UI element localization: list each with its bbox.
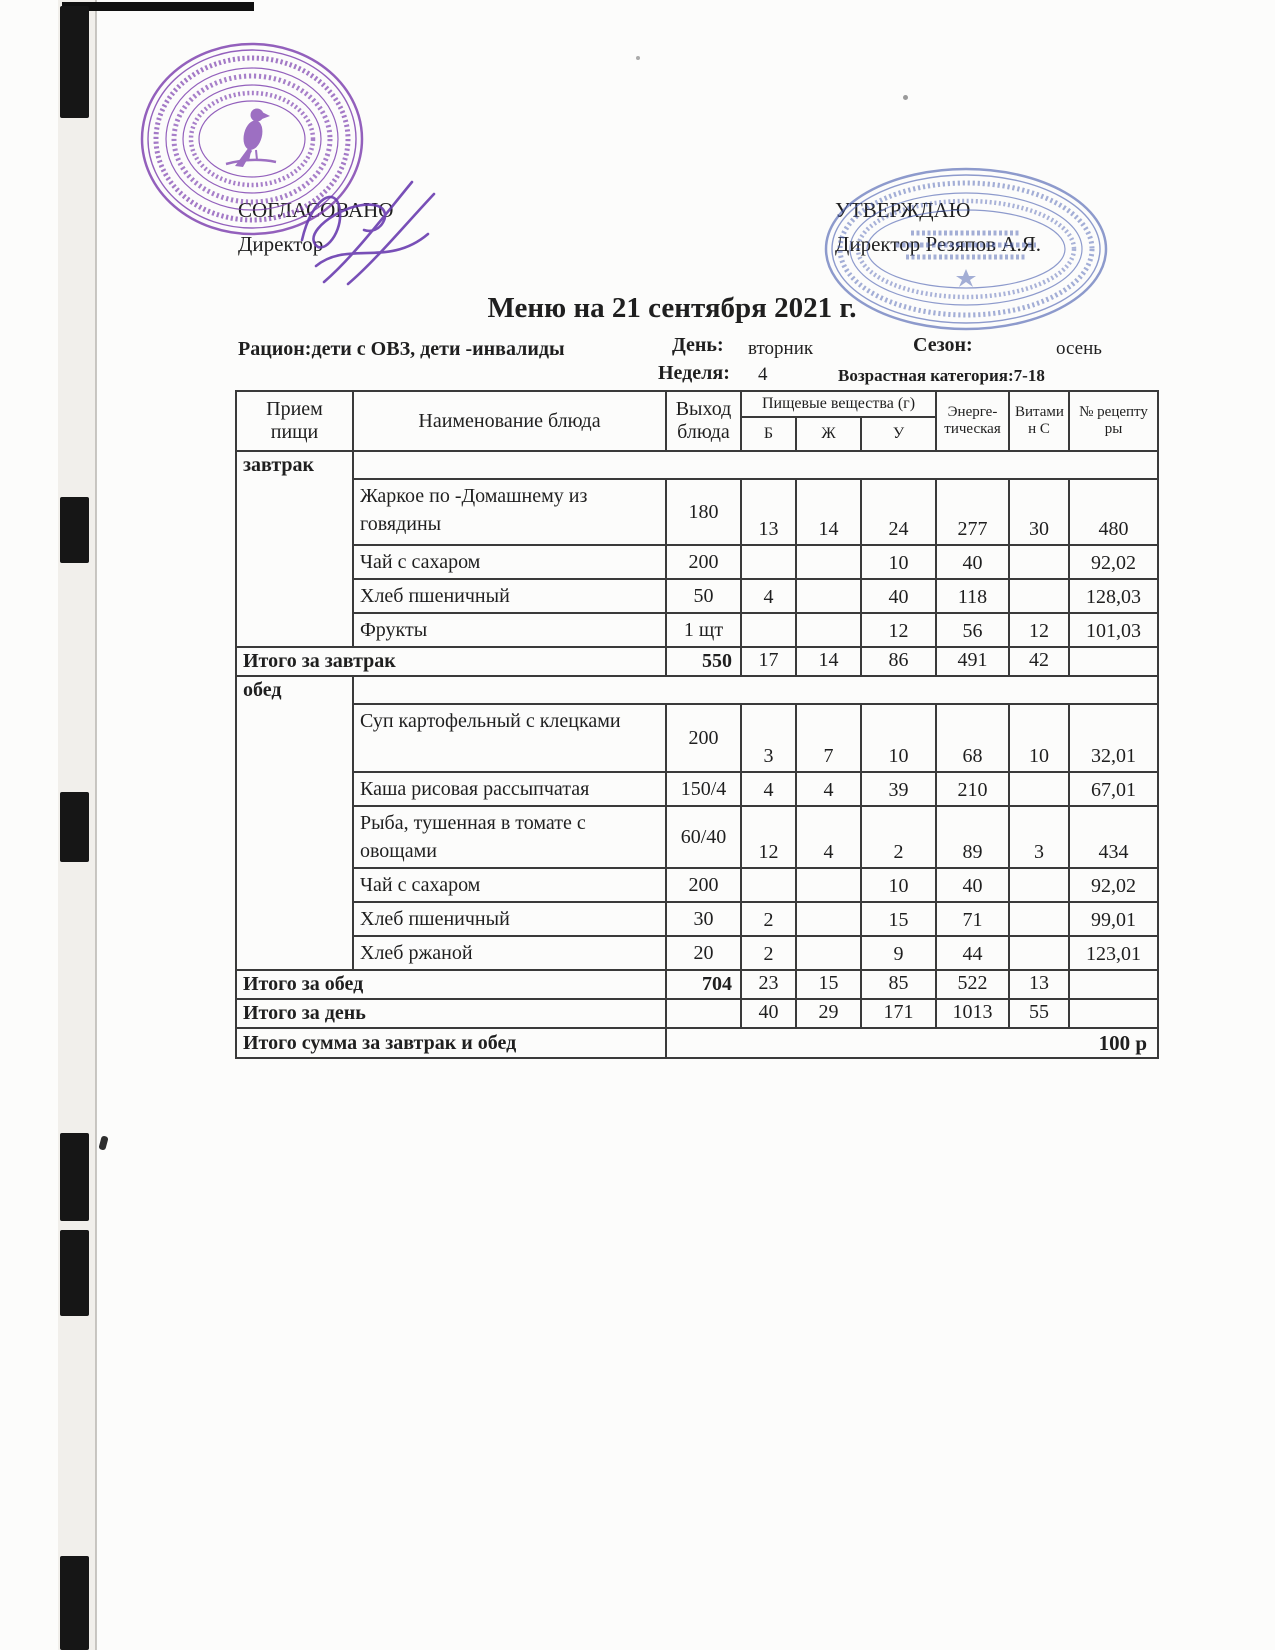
col-header-energy: Энерге-тическая [936, 391, 1009, 451]
scan-speck [903, 95, 908, 100]
col-header-protein: Б [741, 417, 796, 451]
vitamin-c-cell: 42 [1009, 647, 1069, 676]
fat-cell [796, 868, 861, 902]
energy-cell: 491 [936, 647, 1009, 676]
dish-output-cell: 1 щт [666, 613, 741, 647]
scan-artifact [60, 1556, 89, 1650]
meta-season-value: осень [1056, 338, 1102, 359]
scan-edge-line [95, 0, 97, 1650]
approval-right-title: УТВЕРЖДАЮ [835, 198, 971, 222]
dish-output-cell: 180 [666, 479, 741, 545]
recipe-cell: 32,01 [1069, 704, 1158, 772]
recipe-cell: 101,03 [1069, 613, 1158, 647]
scan-artifact [60, 792, 89, 862]
energy-cell: 522 [936, 970, 1009, 999]
meta-ration: Рацион:дети с ОВЗ, дети -инвалиды [238, 338, 565, 360]
approval-right [835, 194, 1041, 261]
dish-output-cell: 150/4 [666, 772, 741, 806]
protein-cell: 23 [741, 970, 796, 999]
carbs-cell: 15 [861, 902, 936, 936]
dish-output-cell: 30 [666, 902, 741, 936]
recipe-cell: 128,03 [1069, 579, 1158, 613]
scan-speck [98, 1135, 108, 1150]
energy-cell: 40 [936, 545, 1009, 579]
carbs-cell: 171 [861, 999, 936, 1028]
menu-table [235, 390, 1159, 1059]
carbs-cell: 10 [861, 545, 936, 579]
dish-row [236, 902, 1158, 936]
vitamin-c-cell: 13 [1009, 970, 1069, 999]
vitamin-c-cell: 30 [1009, 479, 1069, 545]
section-row-breakfast [236, 451, 1158, 479]
approval-left-title: СОГЛАСОВАНО [238, 198, 394, 222]
dish-output-cell: 60/40 [666, 806, 741, 868]
dish-name-cell: Фрукты [353, 613, 666, 647]
approval-right-subtitle: Директор Резяпов А.Я. [835, 231, 1041, 256]
total-output-cell: 704 [666, 970, 741, 999]
col-header-recipe: № рецепту ры [1069, 391, 1158, 451]
col-header-vitamin-c: Витами н С [1009, 391, 1069, 451]
scan-speck [636, 56, 640, 60]
protein-cell [741, 868, 796, 902]
fat-cell: 4 [796, 806, 861, 868]
fat-cell [796, 613, 861, 647]
energy-cell: 210 [936, 772, 1009, 806]
section-row-lunch [236, 676, 1158, 704]
dish-name-cell: Чай с сахаром [353, 868, 666, 902]
total-label-cell: Итого за завтрак [236, 647, 666, 676]
total-output-cell: 550 [666, 647, 741, 676]
meta-week-label: Неделя: [658, 362, 730, 384]
recipe-cell: 92,02 [1069, 545, 1158, 579]
meta-age-category: Возрастная категория:7-18 [838, 366, 1045, 385]
vitamin-c-cell [1009, 868, 1069, 902]
meta-season-label: Сезон: [913, 334, 973, 356]
approval-left [238, 194, 393, 261]
carbs-cell: 12 [861, 613, 936, 647]
fat-cell [796, 545, 861, 579]
dish-name-cell: Суп картофельный с клецками [353, 704, 666, 772]
protein-cell: 13 [741, 479, 796, 545]
protein-cell: 4 [741, 579, 796, 613]
carbs-cell: 24 [861, 479, 936, 545]
fat-cell: 29 [796, 999, 861, 1028]
dish-name-cell: Хлеб ржаной [353, 936, 666, 970]
protein-cell [741, 613, 796, 647]
fat-cell: 14 [796, 647, 861, 676]
meal-label-lunch: обед [236, 676, 353, 970]
vitamin-c-cell [1009, 902, 1069, 936]
carbs-cell: 10 [861, 704, 936, 772]
total-label-cell: Итого за обед [236, 970, 666, 999]
protein-cell: 2 [741, 936, 796, 970]
meta-week-value: 4 [758, 364, 768, 385]
total-label-cell: Итого за день [236, 999, 666, 1028]
dish-row [236, 704, 1158, 772]
vitamin-c-cell: 12 [1009, 613, 1069, 647]
dish-output-cell: 200 [666, 868, 741, 902]
carbs-cell: 86 [861, 647, 936, 676]
energy-cell: 71 [936, 902, 1009, 936]
document-title: Меню на 21 сентября 2021 г. [487, 292, 857, 324]
protein-cell: 40 [741, 999, 796, 1028]
dish-output-cell: 200 [666, 545, 741, 579]
dish-name-cell: Хлеб пшеничный [353, 579, 666, 613]
fat-cell [796, 936, 861, 970]
protein-cell [741, 545, 796, 579]
col-header-fat: Ж [796, 417, 861, 451]
dish-name-cell: Рыба, тушенная в томате с овощами [353, 806, 666, 868]
col-header-nutrients: Пищевые вещества (г) [741, 391, 936, 417]
bird-icon [226, 109, 276, 168]
carbs-cell: 2 [861, 806, 936, 868]
carbs-cell: 9 [861, 936, 936, 970]
col-header-dish: Наименование блюда [353, 391, 666, 451]
carbs-cell: 40 [861, 579, 936, 613]
scan-artifact [60, 6, 89, 118]
total-output-cell [666, 999, 741, 1028]
vitamin-c-cell: 3 [1009, 806, 1069, 868]
dish-row [236, 806, 1158, 868]
approval-left-subtitle: Директор [238, 231, 324, 256]
dish-row [236, 479, 1158, 545]
recipe-cell: 99,01 [1069, 902, 1158, 936]
dish-name-cell: Жаркое по -Домашнему из говядины [353, 479, 666, 545]
dish-output-cell: 50 [666, 579, 741, 613]
energy-cell: 118 [936, 579, 1009, 613]
col-header-carbs: У [861, 417, 936, 451]
section-filler [353, 676, 1158, 704]
total-row-sum [236, 1028, 1158, 1058]
recipe-cell [1069, 999, 1158, 1028]
recipe-cell [1069, 970, 1158, 999]
dish-row [236, 545, 1158, 579]
meta-day-value: вторник [748, 338, 814, 359]
col-header-meal: Прием пищи [236, 391, 353, 451]
energy-cell: 277 [936, 479, 1009, 545]
dish-name-cell: Чай с сахаром [353, 545, 666, 579]
recipe-cell: 480 [1069, 479, 1158, 545]
scan-artifact [62, 2, 254, 11]
fat-cell [796, 902, 861, 936]
vitamin-c-cell [1009, 545, 1069, 579]
protein-cell: 12 [741, 806, 796, 868]
meta-day-label: День: [672, 334, 724, 356]
protein-cell: 3 [741, 704, 796, 772]
fat-cell: 15 [796, 970, 861, 999]
recipe-cell [1069, 647, 1158, 676]
recipe-cell: 67,01 [1069, 772, 1158, 806]
energy-cell: 68 [936, 704, 1009, 772]
dish-output-cell: 20 [666, 936, 741, 970]
sum-label-cell: Итого сумма за завтрак и обед [236, 1028, 666, 1058]
fat-cell [796, 579, 861, 613]
meal-label-breakfast: завтрак [236, 451, 353, 647]
energy-cell: 40 [936, 868, 1009, 902]
menu-table-container [235, 390, 1157, 1059]
dish-name-cell: Каша рисовая рассыпчатая [353, 772, 666, 806]
vitamin-c-cell [1009, 579, 1069, 613]
energy-cell: 56 [936, 613, 1009, 647]
carbs-cell: 85 [861, 970, 936, 999]
vitamin-c-cell: 10 [1009, 704, 1069, 772]
section-filler [353, 451, 1158, 479]
energy-cell: 89 [936, 806, 1009, 868]
fat-cell: 14 [796, 479, 861, 545]
scan-artifact [60, 497, 89, 563]
energy-cell: 44 [936, 936, 1009, 970]
recipe-cell: 434 [1069, 806, 1158, 868]
dish-row [236, 868, 1158, 902]
protein-cell: 17 [741, 647, 796, 676]
vitamin-c-cell [1009, 936, 1069, 970]
dish-output-cell: 200 [666, 704, 741, 772]
fat-cell: 7 [796, 704, 861, 772]
total-row-breakfast [236, 647, 1158, 676]
dish-row [236, 613, 1158, 647]
scan-artifact [60, 1133, 89, 1221]
dish-row [236, 579, 1158, 613]
sum-value-cell: 100 р [666, 1028, 1158, 1058]
recipe-cell: 92,02 [1069, 868, 1158, 902]
protein-cell: 4 [741, 772, 796, 806]
vitamin-c-cell: 55 [1009, 999, 1069, 1028]
dish-name-cell: Хлеб пшеничный [353, 902, 666, 936]
total-row-day [236, 999, 1158, 1028]
dish-row [236, 772, 1158, 806]
energy-cell: 1013 [936, 999, 1009, 1028]
dish-row [236, 936, 1158, 970]
vitamin-c-cell [1009, 772, 1069, 806]
col-header-output: Выход блюда [666, 391, 741, 451]
scan-artifact [60, 1230, 89, 1316]
total-row-lunch [236, 970, 1158, 999]
carbs-cell: 10 [861, 868, 936, 902]
fat-cell: 4 [796, 772, 861, 806]
recipe-cell: 123,01 [1069, 936, 1158, 970]
carbs-cell: 39 [861, 772, 936, 806]
protein-cell: 2 [741, 902, 796, 936]
header-row [236, 391, 1158, 417]
